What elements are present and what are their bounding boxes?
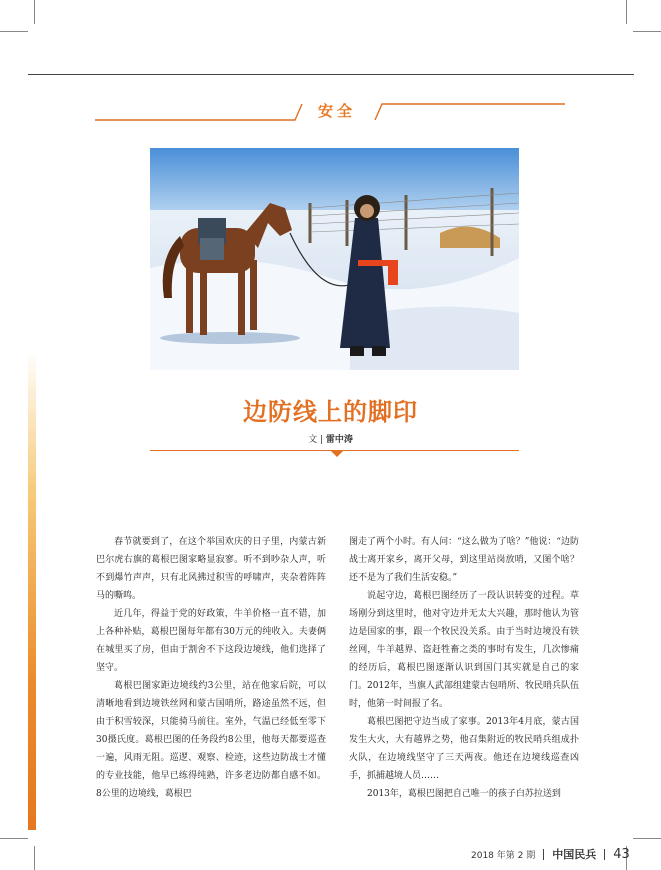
magazine-name: 中国民兵 bbox=[552, 848, 597, 861]
page-number: 43 bbox=[613, 846, 630, 862]
byline-separator: | bbox=[317, 435, 326, 445]
paragraph: 葛根巴图把守边当成了家事。2013年4月底，蒙古国发生大火，大有越界之势，他召集附近的牧民哨兵组成扑火队，在边境线坚守了三天两夜。他还在边境线巡查凶手，抓捕越境人员…… bbox=[349, 717, 579, 781]
crop-mark bbox=[633, 31, 661, 32]
author-name: 雷中涛 bbox=[325, 435, 353, 445]
footer-separator bbox=[604, 849, 605, 860]
crop-mark bbox=[34, 846, 35, 870]
page-footer bbox=[471, 846, 630, 862]
decorative-sidebar-bar bbox=[28, 350, 36, 830]
paragraph: 图走了两个小时。有人问：“这么做为了啥？”他说：“边防战士离开家乡，离开父母，到这里站岗放哨，又图个啥？还不是为了我们生活安稳。” bbox=[349, 537, 579, 583]
issue-label: 2018 年第 2 期 bbox=[471, 850, 536, 861]
paragraph: 2013年，葛根巴图把自己唯一的孩子白苏拉送到 bbox=[367, 789, 561, 799]
footer-separator bbox=[543, 849, 544, 860]
article-column-right bbox=[349, 533, 579, 803]
byline bbox=[0, 432, 661, 445]
article-column-left bbox=[96, 533, 326, 803]
crop-mark bbox=[0, 838, 28, 839]
article-photo bbox=[150, 148, 519, 370]
paragraph: 春节就要到了，在这个举国欢庆的日子里，内蒙古新巴尔虎右旗的葛根巴图家略显寂寥。听不到吵杂人声，听不到爆竹声声，只有北风拂过积雪的呼啸声，夹杂着阵阵马的嘶鸣。 bbox=[96, 537, 326, 601]
crop-mark bbox=[626, 0, 627, 24]
article-title: 边防线上的脚印 bbox=[243, 398, 418, 426]
section-header bbox=[95, 98, 565, 126]
paragraph: 说起守边，葛根巴图经历了一段认识转变的过程。草场刚分到这里时，他对守边并无太大兴趣，那时他认为管边是国家的事，跟一个牧民没关系。由于当时边境没有铁丝网，牛羊越界、盗赶牲畜之类的事时有发生，几次惨痛的经历后，葛根巴图逐渐认识到国门其实就是自己的家门。2012年，当旗人武部组建蒙古包哨所、牧民哨兵队伍时，他第一时间报了名。 bbox=[349, 591, 579, 709]
paragraph: 近几年，得益于党的好政策，牛羊价格一直不错，加上各种补贴，葛根巴图每年都有30万元的纯收入。夫妻俩在城里买了房，但由于割舍不下这段边境线，他们选择了坚守。 bbox=[96, 609, 326, 673]
title-rule-marker bbox=[330, 450, 344, 457]
crop-mark bbox=[34, 0, 35, 24]
paragraph: 葛根巴图家距边境线约3公里，站在他家后院，可以清晰地看到边境铁丝网和蒙古国哨所，路途虽然不远，但由于积雪较深，只能骑马前往。室外，气温已经低至零下30摄氏度。葛根巴图的任务段约8公里，他每天都要巡查一遍，风雨无阻。巡逻、观察、检迹，这些边防战士才懂的专业技能，他早已练得纯熟，许多老边防都自感不如。8公里的边境线，葛根巴 bbox=[96, 681, 326, 799]
crop-mark bbox=[0, 31, 28, 32]
byline-prefix: 文 bbox=[308, 435, 318, 445]
section-label: 安全 bbox=[317, 102, 356, 120]
crop-mark bbox=[633, 838, 661, 839]
header-rule bbox=[28, 74, 634, 75]
